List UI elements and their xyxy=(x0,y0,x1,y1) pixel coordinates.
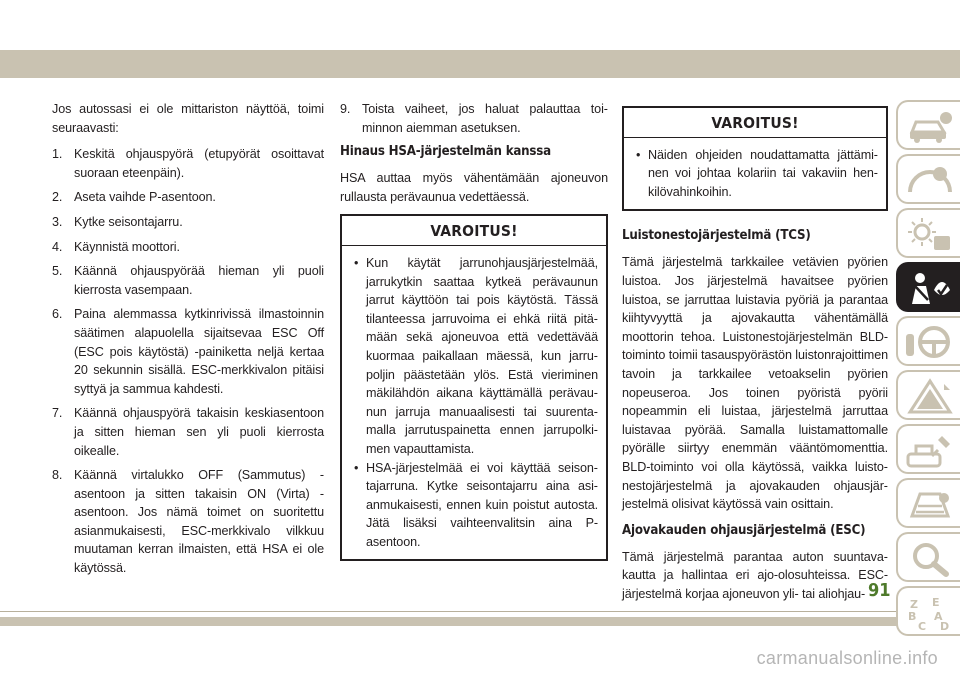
column-left xyxy=(52,100,324,584)
car-info-icon xyxy=(904,108,956,146)
tab-starting-driving[interactable] xyxy=(896,316,960,366)
bottom-footer-band xyxy=(0,617,960,626)
step-item xyxy=(52,262,324,299)
intro-paragraph: Jos autossasi ei ole mittariston näyttöä, toimi seuraavasti: xyxy=(52,102,324,135)
top-header-band xyxy=(0,50,960,78)
warning-item: • Kun käytät jarrunohjausjärjestelmää, jarrukytkin saattaa kytkeä perävaunun jarrut käyttöön tai pois käytöstä. Tässä tilanteessa jarruvoima ei ehkä riitä pitämään sekä ajoneuvoa että vedettävää kuormaa paikallaan mäessä, kun jarrupoljin päästetään ylös. Estä vieriminen mäkilähdön aikana käyttämällä perävaunun jarruja manuaalisesti tai suurentamalla jarrutuspainetta ennen jarrupolkimen vapauttamista. xyxy=(352,254,598,459)
procedure-steps xyxy=(52,145,324,577)
tab-car-info[interactable] xyxy=(896,100,960,150)
step-item xyxy=(52,466,324,578)
alphabet-index-icon xyxy=(904,594,956,632)
step-number: 2. xyxy=(52,190,63,205)
step-number: 8. xyxy=(52,468,63,483)
step-text: Paina alemmassa kytkinrivissä ilmastoinnin säätimen alapuolella sijaitsevaa ESC Off (ESC pois käytöstä) -painiketta neljä kertaa 20 sekunnin sisällä. ESC-merkkivalon pitäisi syttyä ja sammua kahdesti. xyxy=(74,307,324,396)
column-middle xyxy=(340,100,608,571)
step-item xyxy=(340,100,608,137)
esc-paragraph: Tämä järjestelmä parantaa auton suuntavakautta ja hallintaa eri ajo-olosuhteissa. ESC-järjestelmä korjaa ajoneuvon yli- tai aliohjau- xyxy=(622,549,888,601)
step-item xyxy=(52,213,324,232)
tcs-paragraph: Tämä järjestelmä tarkkailee vetävien pyörien luistoa. Jos järjestelmä havaitsee pyörien luistoa, se jarruttaa luistavia pyöriä ja parantaa kiihtyvyyttä ja ajovakautta vähentämällä moottorin tehoa. Luistonestojärjestelmän BLD-toiminto toimii tasauspyörästön luistonrajoittimen tavoin ja tarkkailee vetoakselin pyörien nopeuseroa. Jos toinen pyöristä pyörii nopeammin eli luistaa, järjestelmä jarruttaa luistavaa pyörää. Samalla luistamattomalle pyörälle siirtyy enemmän vääntömomenttia. BLD-toiminto voi olla käytössä, vaikka luistonestojärjestelmä ja ajovakauden ohjausjärjestelmä olisivat käytössä vain osittain. xyxy=(622,255,888,512)
tab-emergency[interactable] xyxy=(896,370,960,420)
step-number: 5. xyxy=(52,264,63,279)
step-text: Käännä ohjauspyörä takaisin keskiasentoon ja sitten hieman sen yli puoli kierrosta oikealle. xyxy=(74,406,324,458)
index-letter: Z xyxy=(910,598,918,611)
step-text: Käynnistä moottori. xyxy=(74,239,180,254)
tab-index-search[interactable] xyxy=(896,532,960,582)
index-letter: A xyxy=(934,610,943,623)
section-heading-hsa-towing: Hinaus HSA-järjestelmän kanssa xyxy=(340,144,551,160)
warning-title: VAROITUS! xyxy=(342,216,606,246)
step-text: Keskitä ohjauspyörä (etupyörät osoittavat suoraan eteenpäin). xyxy=(74,147,324,180)
warning-item: • HSA-järjestelmää ei voi käyttää seisontajarruna. Kytke seisontajarru aina asianmukaisesti, ennen kuin poistut autosta. Jätä lisäksi vaihteenvalitsin aina P-asentoon. xyxy=(352,459,598,552)
chapter-tabs xyxy=(896,100,960,640)
hsa-towing-paragraph: HSA auttaa myös vähentämään ajoneuvon rullausta perävaunua vedettäessä. xyxy=(340,171,608,204)
section-heading-esc: Ajovakauden ohjausjärjestelmä (ESC) xyxy=(622,522,866,538)
safety-active-icon xyxy=(904,270,956,308)
tab-lighting[interactable] xyxy=(896,208,960,258)
index-letter: B xyxy=(908,610,917,623)
step-item xyxy=(52,305,324,398)
step-number: 1. xyxy=(52,147,63,162)
index-letter: D xyxy=(940,620,950,632)
index-letter: E xyxy=(932,596,940,609)
step-number: 3. xyxy=(52,214,63,229)
step-number: 6. xyxy=(52,307,63,322)
step-text: Toista vaiheet, jos haluat palauttaa toiminnon aiemman asetuksen. xyxy=(362,102,608,135)
section-heading-tcs: Luistonestojärjestelmä (TCS) xyxy=(622,228,811,244)
maintenance-icon xyxy=(904,432,956,470)
warning-title: VAROITUS! xyxy=(624,108,886,138)
warning-box xyxy=(622,106,888,211)
steering-start-icon xyxy=(904,324,956,362)
dashboard-lights-icon xyxy=(904,162,956,200)
warning-list xyxy=(624,138,886,210)
tab-dashboard-lights[interactable] xyxy=(896,154,960,204)
emergency-triangle-icon xyxy=(904,378,956,416)
step-number: 9. xyxy=(340,102,351,116)
step-item xyxy=(52,188,324,207)
step-item xyxy=(52,404,324,460)
warning-box xyxy=(340,214,608,561)
index-letter: C xyxy=(918,620,927,632)
column-right xyxy=(622,106,888,611)
magnifier-index-icon xyxy=(904,540,956,578)
warning-item: • Näiden ohjeiden noudattamatta jättäminen voi johtaa kolariin tai vakaviin henkilövahinkoihin. xyxy=(634,146,878,202)
tab-safety[interactable] xyxy=(896,262,960,312)
step-item xyxy=(52,238,324,257)
step-text: Kytke seisontajarru. xyxy=(74,214,183,229)
specifications-icon xyxy=(904,486,956,524)
step-number: 4. xyxy=(52,239,63,254)
procedure-steps-continued xyxy=(340,100,608,137)
step-item xyxy=(52,145,324,182)
tab-maintenance[interactable] xyxy=(896,424,960,474)
warning-list xyxy=(342,246,606,560)
step-text: Käännä ohjauspyörää hieman yli puoli kierrosta vasempaan. xyxy=(74,264,324,297)
step-number: 7. xyxy=(52,406,63,421)
watermark-text: carmanualsonline.info xyxy=(756,648,938,668)
step-text: Käännä virtalukko OFF (Sammutus) -asentoon ja sitten takaisin ON (Virta) -asentoon. Jos nämä toimet on suoritettu asianmukaisesti, ESC-merkkivalo vilkkuu muutaman kerran ilmaisten, että HSA ei ole käytössä. xyxy=(74,468,324,576)
page-number: 91 xyxy=(868,580,891,601)
dashboard-lights-icon xyxy=(904,216,956,254)
tab-specifications[interactable] xyxy=(896,478,960,528)
tab-alphabetical-index[interactable] xyxy=(896,586,960,636)
step-text: Aseta vaihde P-asentoon. xyxy=(74,190,216,205)
